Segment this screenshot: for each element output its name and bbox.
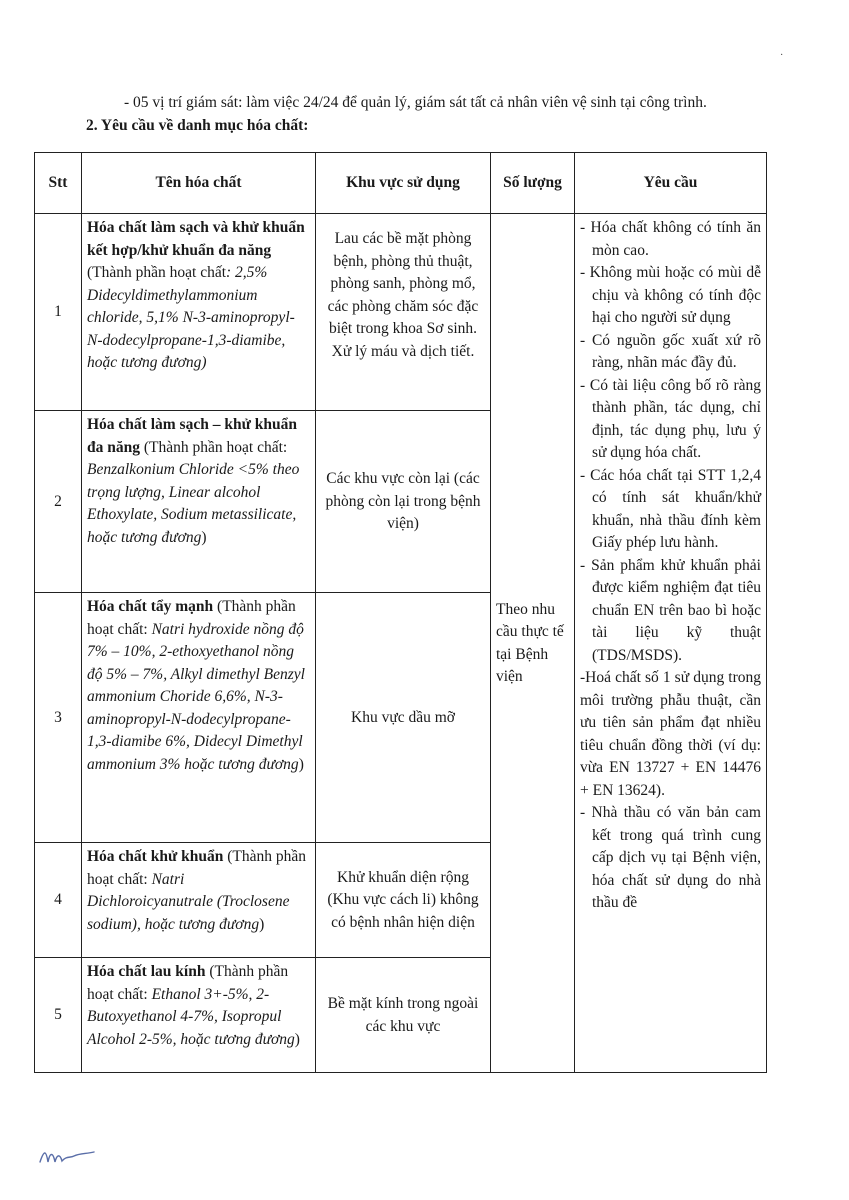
chemical-table — [34, 152, 767, 1073]
ingredient-list: Natri hydroxide nồng độ 7% – 10%, 2-ethoxyethanol nồng độ 5% – 7%, Alkyl dimethyl Benzyl ammonium Choride 6,6%, N-3-aminopropyl-N-dodecylpropane-1,3-diamibe 6%, Didecyl Dimethyl ammonium 3% hoặc tương đương — [87, 620, 305, 773]
row-stt: 5 — [35, 958, 82, 1073]
ingredient-list: Benzalkonium Chloride <5% theo trọng lượng, Linear alcohol Ethoxylate, Sodium metassilicate, hoặc tương đương — [87, 461, 300, 546]
ingredient-list: : 2,5% Didecyldimethylammonium chloride, 5,1% N-3-aminopropyl-N-dodecylpropane-1,3-diamibe, hoặc tương đương) — [87, 264, 295, 371]
scan-mark: · — [780, 50, 784, 61]
ingredient-list: Ethanol 3+-5%, 2-Butoxyethanol 4-7%, Isopropul Alcohol 2-5%, hoặc tương đương — [87, 985, 295, 1048]
requirement-item: - Có nguồn gốc xuất xứ rõ ràng, nhãn mác đầy đủ. — [580, 331, 761, 371]
header-area: Khu vực sử dụng — [316, 153, 491, 214]
table-row — [35, 214, 767, 411]
ingredient-label: (Thành phần hoạt chất — [87, 264, 227, 281]
ingredient-close: ) — [294, 1030, 300, 1048]
requirement-item: -Hoá chất số 1 sử dụng trong môi trường phẫu thuật, cần ưu tiên sản phẩm đạt nhiều tiêu chuẩn đồng thời (ví dụ: vừa EN 13727 + EN 14476 + EN 13624). — [580, 669, 761, 799]
requirements-cell — [575, 214, 767, 1073]
row-chemical-name — [82, 411, 316, 593]
row-usage-area: Bề mặt kính trong ngoài các khu vực — [316, 958, 491, 1073]
ingredient-label: (Thành phần hoạt chất: — [140, 438, 288, 456]
requirement-item: - Không mùi hoặc có mùi dễ chịu và không có tính độc hại cho người sử dụng — [580, 264, 761, 326]
row-usage-area: Khu vực dầu mỡ — [316, 593, 491, 843]
row-stt: 4 — [35, 843, 82, 958]
ingredient-label: (Thành phần hoạt chất: — [87, 963, 289, 1003]
header-name: Tên hóa chất — [82, 153, 316, 214]
header-qty: Số lượng — [491, 153, 575, 214]
ingredient-close: ) — [201, 528, 207, 546]
requirement-item: - Nhà thầu có văn bản cam kết trong quá trình cung cấp dịch vụ tại Bệnh viện, hóa chất sử dụng do nhà thầu đề — [580, 804, 761, 911]
section-heading: 2. Yêu cầu về danh mục hóa chất: — [86, 117, 309, 134]
row-usage-area: Khử khuẩn diện rộng (Khu vực cách li) không có bệnh nhân hiện diện — [316, 843, 491, 958]
chemical-title: Hóa chất tẩy mạnh — [87, 598, 214, 615]
row-stt: 3 — [35, 593, 82, 843]
handwritten-initials — [36, 1140, 116, 1170]
chemical-title: Hóa chất lau kính — [87, 963, 206, 980]
ingredient-close: ) — [259, 915, 265, 933]
row-chemical-name — [82, 214, 316, 411]
table-header-row — [35, 153, 767, 214]
requirement-item: - Các hóa chất tại STT 1,2,4 có tính sát khuẩn/khử khuẩn, nhà thầu đính kèm Giấy phép lưu hành. — [580, 466, 761, 551]
row-usage-area: Các khu vực còn lại (các phòng còn lại trong bệnh viện) — [316, 411, 491, 593]
ingredient-list: Natri Dichloroicyanutrale (Troclosene sodium), hoặc tương đương — [87, 870, 290, 933]
intro-bullet: - 05 vị trí giám sát: làm việc 24/24 để quản lý, giám sát tất cả nhân viên vệ sinh tại công trình. — [124, 94, 707, 111]
header-stt: Stt — [35, 153, 82, 214]
chemical-title: Hóa chất làm sạch – khử khuẩn đa năng — [87, 416, 297, 456]
requirement-item: - Hóa chất không có tính ăn mòn cao. — [580, 219, 761, 259]
row-usage-area: Lau các bề mặt phòng bệnh, phòng thủ thuật, phòng sanh, phòng mổ, các phòng chăm sóc đặc biệt trong khoa Sơ sinh. Xử lý máu và dịch tiết. — [316, 214, 491, 411]
row-chemical-name — [82, 843, 316, 958]
quantity-cell: Theo nhu cầu thực tế tại Bệnh viện — [491, 214, 575, 1073]
requirement-item: - Có tài liệu công bố rõ ràng thành phần, tác dụng, chỉ định, tác dụng phụ, lưu ý sử dụng hóa chất. — [580, 376, 761, 461]
ingredient-label: (Thành phần hoạt chất: — [87, 598, 296, 638]
row-stt: 1 — [35, 214, 82, 411]
header-req: Yêu cầu — [575, 153, 767, 214]
chemical-title: Hóa chất khử khuẩn — [87, 848, 224, 865]
row-chemical-name — [82, 593, 316, 843]
ingredient-close: ) — [298, 755, 304, 773]
requirement-item: - Sản phẩm khử khuẩn phải được kiểm nghiệm đạt tiêu chuẩn EN trên bao bì hoặc tài liệu kỹ thuật (TDS/MSDS). — [580, 556, 761, 664]
row-chemical-name — [82, 958, 316, 1073]
ingredient-label: (Thành phần hoạt chất: — [87, 848, 307, 888]
intro-section — [86, 92, 786, 137]
chemical-title: Hóa chất làm sạch và khử khuẩn kết hợp/khử khuẩn đa năng — [87, 219, 305, 259]
row-stt: 2 — [35, 411, 82, 593]
